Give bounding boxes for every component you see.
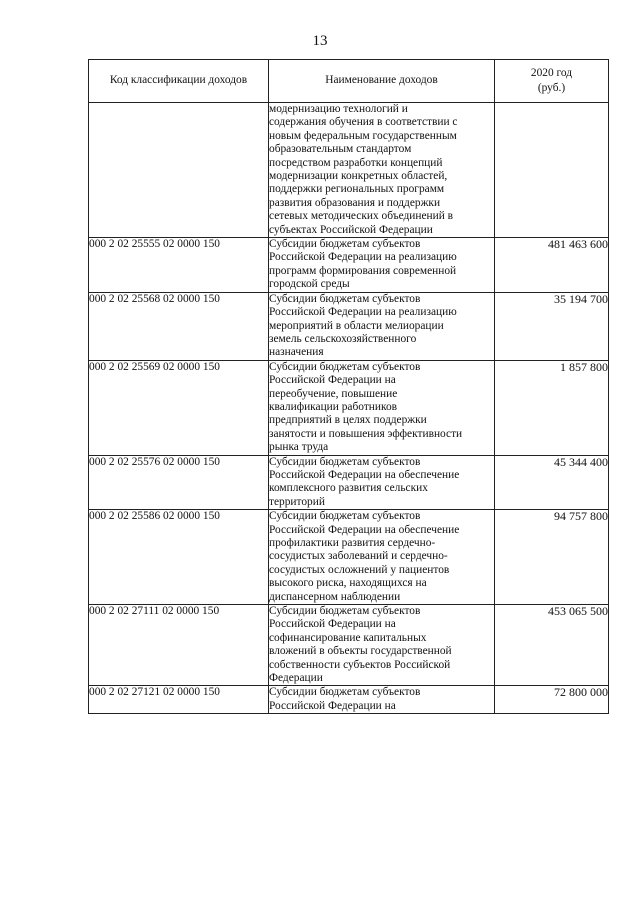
table-row (89, 292, 609, 360)
revenue-name-line: софинансирование капитальных (269, 631, 427, 644)
revenue-name (269, 292, 495, 360)
revenue-name-line: квалификации работников (269, 400, 398, 413)
revenue-code: 000 2 02 25555 02 0000 150 (89, 238, 269, 293)
revenue-name-line: переобучение, повышение (269, 387, 398, 400)
revenue-name-line: Российской Федерации на (269, 618, 396, 631)
table-body (89, 103, 609, 714)
revenue-name-line: вложений в объекты государственной (269, 645, 452, 658)
page-number: 13 (312, 33, 328, 49)
revenue-amount (495, 103, 609, 238)
revenue-name-line: Российской Федерации на реализацию (269, 251, 457, 264)
revenue-name-line: поддержки региональных программ (269, 183, 445, 196)
revenue-name-line: Субсидии бюджетам субъектов (269, 238, 421, 251)
revenue-name-line: Субсидии бюджетам субъектов (269, 605, 421, 618)
table-row (89, 686, 609, 714)
revenue-amount: 72 800 000 (495, 686, 609, 714)
revenue-name-line: сосудистых заболеваний и сердечно- (269, 550, 448, 563)
revenue-name-line: Субсидии бюджетам субъектов (269, 292, 421, 305)
revenue-name (269, 686, 495, 714)
revenue-code: 000 2 02 27111 02 0000 150 (89, 605, 269, 686)
revenue-name-line: Субсидии бюджетам субъектов (269, 360, 421, 373)
revenue-name-line: посредством разработки концепций (269, 156, 443, 169)
table-row (89, 510, 609, 605)
revenue-amount: 453 065 500 (495, 605, 609, 686)
revenue-name-line: Российской Федерации на (269, 699, 396, 712)
revenue-name-line: комплексного развития сельских (269, 482, 428, 495)
table-header-row (89, 60, 609, 103)
revenue-name-line: сосудистых осложнений у пациентов (269, 563, 450, 576)
revenue-name (269, 360, 495, 455)
revenue-name-line: содержания обучения в соответствии с (269, 116, 458, 129)
revenue-name-line: модернизацию технологий и (269, 103, 408, 115)
revenue-name (269, 510, 495, 605)
revenue-code: 000 2 02 25569 02 0000 150 (89, 360, 269, 455)
revenue-table (88, 59, 609, 714)
revenue-name-line: программ формирования современной (269, 264, 457, 277)
header-name: Наименование доходов (269, 60, 495, 103)
revenue-amount: 1 857 800 (495, 360, 609, 455)
table-row (89, 605, 609, 686)
table-row (89, 360, 609, 455)
revenue-code (89, 103, 269, 238)
revenue-name-line: Российской Федерации на обеспечение (269, 468, 460, 481)
table-row (89, 455, 609, 510)
revenue-name-line: новым федеральным государственным (269, 129, 457, 142)
revenue-name-line: рынка труда (269, 441, 329, 454)
revenue-name-line: модернизации конкретных областей, (269, 170, 448, 183)
revenue-amount: 481 463 600 (495, 238, 609, 293)
revenue-code: 000 2 02 27121 02 0000 150 (89, 686, 269, 714)
revenue-code: 000 2 02 25568 02 0000 150 (89, 292, 269, 360)
revenue-name-line: городской среды (269, 278, 350, 291)
revenue-name-line: Российской Федерации на реализацию (269, 306, 457, 319)
revenue-name-line: высокого риска, находящихся на (269, 577, 427, 590)
revenue-name-line: Российской Федерации на обеспечение (269, 523, 460, 536)
revenue-name (269, 455, 495, 510)
revenue-name (269, 103, 495, 238)
revenue-amount: 35 194 700 (495, 292, 609, 360)
revenue-name-line: Российской Федерации на (269, 374, 396, 387)
revenue-code: 000 2 02 25586 02 0000 150 (89, 510, 269, 605)
table-row (89, 103, 609, 238)
header-amount (495, 60, 609, 103)
revenue-name (269, 605, 495, 686)
revenue-name-line: территорий (269, 495, 325, 508)
header-amount-label: 2020 год (руб.) (530, 67, 573, 94)
revenue-name-line: назначения (269, 346, 324, 359)
revenue-name-line: диспансерном наблюдении (269, 590, 401, 603)
revenue-name (269, 238, 495, 293)
revenue-name-line: Субсидии бюджетам субъектов (269, 455, 421, 468)
revenue-name-line: профилактики развития сердечно- (269, 537, 436, 549)
revenue-name-line: занятости и повышения эффективности (269, 427, 463, 440)
revenue-name-line: собственности субъектов Российской (269, 658, 451, 671)
revenue-name-line: образовательным стандартом (269, 143, 412, 156)
revenue-name-line: земель сельскохозяйственного (269, 332, 417, 345)
revenue-name-line: Федерации (269, 672, 323, 685)
revenue-code: 000 2 02 25576 02 0000 150 (89, 455, 269, 510)
revenue-name-line: субъектах Российской Федерации (269, 223, 433, 236)
table-row (89, 238, 609, 293)
revenue-name-line: Субсидии бюджетам субъектов (269, 686, 421, 699)
revenue-name-line: сетевых методических объединений в (269, 210, 454, 223)
revenue-amount: 94 757 800 (495, 510, 609, 605)
revenue-name-line: мероприятий в области мелиорации (269, 319, 444, 332)
revenue-amount: 45 344 400 (495, 455, 609, 510)
header-code: Код классификации доходов (89, 60, 269, 103)
revenue-name-line: предприятий в целях поддержки (269, 414, 427, 427)
revenue-name-line: развития образования и поддержки (269, 196, 441, 209)
revenue-name-line: Субсидии бюджетам субъектов (269, 510, 421, 523)
